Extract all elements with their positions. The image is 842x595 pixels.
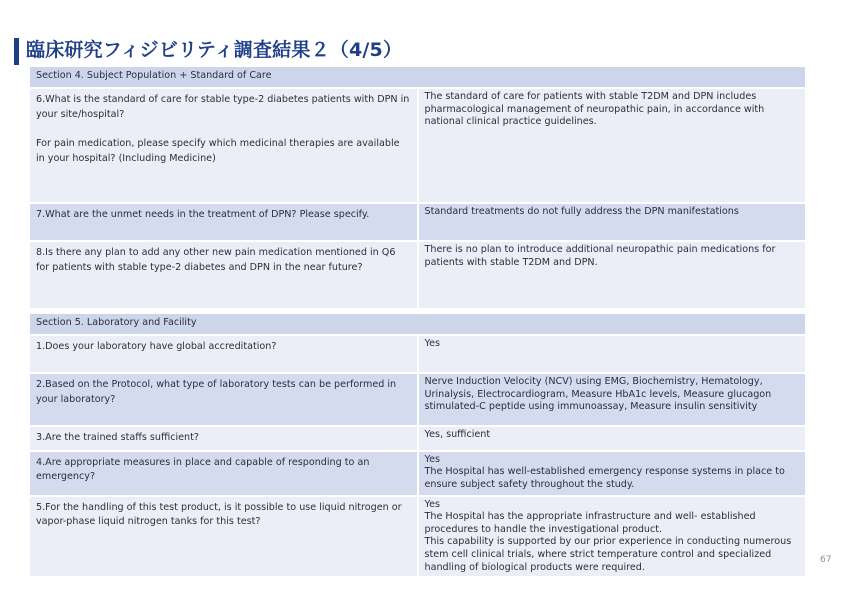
answer-cell [418,451,807,496]
question-text: For pain medication, please specify which medicinal therapies are available in your hospital? (Including Medicine) [36,138,400,164]
table-row [29,88,806,203]
answer-cell: Standard treatments do not fully address the DPN manifestations [418,203,807,241]
question-cell: 7.What are the unmet needs in the treatment of DPN? Please specify. [29,203,418,241]
table-row [29,496,806,578]
section4-table [28,65,807,310]
section5-table [28,312,807,578]
table-row [29,203,806,241]
table-row [29,373,806,426]
question-cell: 3.Are the trained staffs sufficient? [29,426,418,451]
table-row [29,335,806,373]
question-text: 6.What is the standard of care for stable type-2 diabetes patients with DPN in your site/hospital? [36,94,410,120]
section5-header: Section 5. Laboratory and Facility [29,313,806,335]
answer-text: This capability is supported by our prior experience in conducting numerous stem cell clinical trials, where strict temperature control and specialized handling of biological products were required. [424,536,792,573]
page-title: 臨床研究フィジビリティ調査結果２（4/5） [26,39,403,61]
answer-text: Yes [424,453,440,465]
section4-header: Section 4. Subject Population + Standard of Care [29,66,806,88]
table-row [29,451,806,496]
question-cell: 8.Is there any plan to add any other new pain medication mentioned in Q6 for patients with stable type-2 diabetes and DPN in the near future? [29,241,418,309]
table-row [29,241,806,309]
question-cell: 5.For the handling of this test product, is it possible to use liquid nitrogen or vapor-phase liquid nitrogen tanks for this test? [29,496,418,578]
answer-cell: Yes [418,335,807,373]
page-number: 67 [820,555,832,565]
question-cell: 1.Does your laboratory have global accreditation? [29,335,418,373]
answer-cell [418,496,807,578]
section5-header-row [29,313,806,335]
answer-text: The Hospital has well-established emergency response systems in place to ensure subject safety throughout the study. [424,466,785,490]
answer-cell: Yes, sufficient [418,426,807,451]
title-accent-bar [14,38,19,65]
answer-cell: There is no plan to introduce additional neuropathic pain medications for patients with stable T2DM and DPN. [418,241,807,309]
answer-text: Yes [424,498,440,510]
question-cell: 4.Are appropriate measures in place and capable of responding to an emergency? [29,451,418,496]
question-cell [29,88,418,203]
question-cell: 2.Based on the Protocol, what type of laboratory tests can be performed in your laboratory? [29,373,418,426]
answer-text: The Hospital has the appropriate infrastructure and well- established procedures to handle the investigational product. [424,511,756,535]
table-row [29,426,806,451]
answer-cell: The standard of care for patients with stable T2DM and DPN includes pharmacological management of neuropathic pain, in accordance with national clinical practice guidelines. [418,88,807,203]
section4-header-row [29,66,806,88]
answer-cell: Nerve Induction Velocity (NCV) using EMG, Biochemistry, Hematology, Urinalysis, Electrocardiogram, Measure HbA1c levels, Measure glucagon stimulated-C peptide using immunoassay, Measure insulin sensitivity [418,373,807,426]
